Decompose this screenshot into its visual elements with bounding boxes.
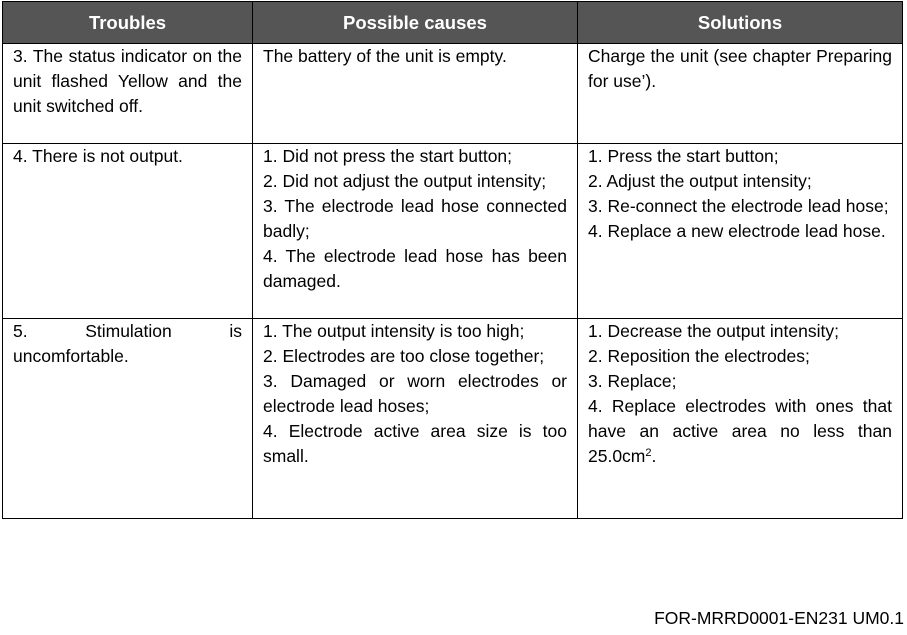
solutions-cell [578,44,903,144]
trouble-text: 3. The status indicator on the unit flashed Yellow and the unit switched off. [13,46,242,116]
causes-cell [253,319,578,519]
solution-period: . [651,446,657,466]
solution-item: Charge the unit (see chapter Preparing for use’). [588,46,892,91]
solutions-cell [578,144,903,319]
solution-text: 4. Replace electrodes with ones that have an active area no less than 25.0cm [588,396,892,466]
solution-item: 3. Re-connect the electrode lead hose; [588,196,889,216]
cause-item: 1. Did not press the start button; [263,146,513,166]
solution-item: 4. Replace a new electrode lead hose. [588,221,886,241]
table-header-row [3,2,903,44]
solutions-cell [578,319,903,519]
solution-item: 1. Press the start button; [588,146,779,166]
cause-item: 3. Damaged or worn electrodes or electrode lead hoses; [263,371,567,416]
cause-item: 1. The output intensity is too high; [263,321,525,341]
document-code: FOR-MRRD0001-EN231 UM0.1 [654,608,904,628]
cause-item: 2. Electrodes are too close together; [263,346,545,366]
trouble-cell [3,44,253,144]
trouble-cell [3,144,253,319]
superscript-exponent: 2 [645,447,652,459]
trouble-text: 4. There is not output. [13,146,183,166]
header-possible-causes: Possible causes [253,2,578,44]
trouble-text: 5. Stimulation is uncomfortable. [13,321,242,366]
solution-item: 3. Replace; [588,371,677,391]
cause-item: 3. The electrode lead hose connected badly; [263,196,567,241]
solution-item: 2. Adjust the output intensity; [588,171,812,191]
cause-item: 2. Did not adjust the output intensity; [263,171,547,191]
solution-item: 2. Reposition the electrodes; [588,346,810,366]
cause-item: 4. Electrode active area size is too small. [263,421,567,466]
solution-item [588,394,892,469]
cause-item: The battery of the unit is empty. [263,46,507,66]
table-row [3,319,903,519]
cause-item: 4. The electrode lead hose has been damaged. [263,246,567,291]
solution-item: 1. Decrease the output intensity; [588,321,839,341]
table-row [3,144,903,319]
table-row [3,44,903,144]
header-troubles: Troubles [3,2,253,44]
causes-cell [253,144,578,319]
header-solutions: Solutions [578,2,903,44]
trouble-cell [3,319,253,519]
causes-cell [253,44,578,144]
troubleshooting-table [2,1,903,519]
